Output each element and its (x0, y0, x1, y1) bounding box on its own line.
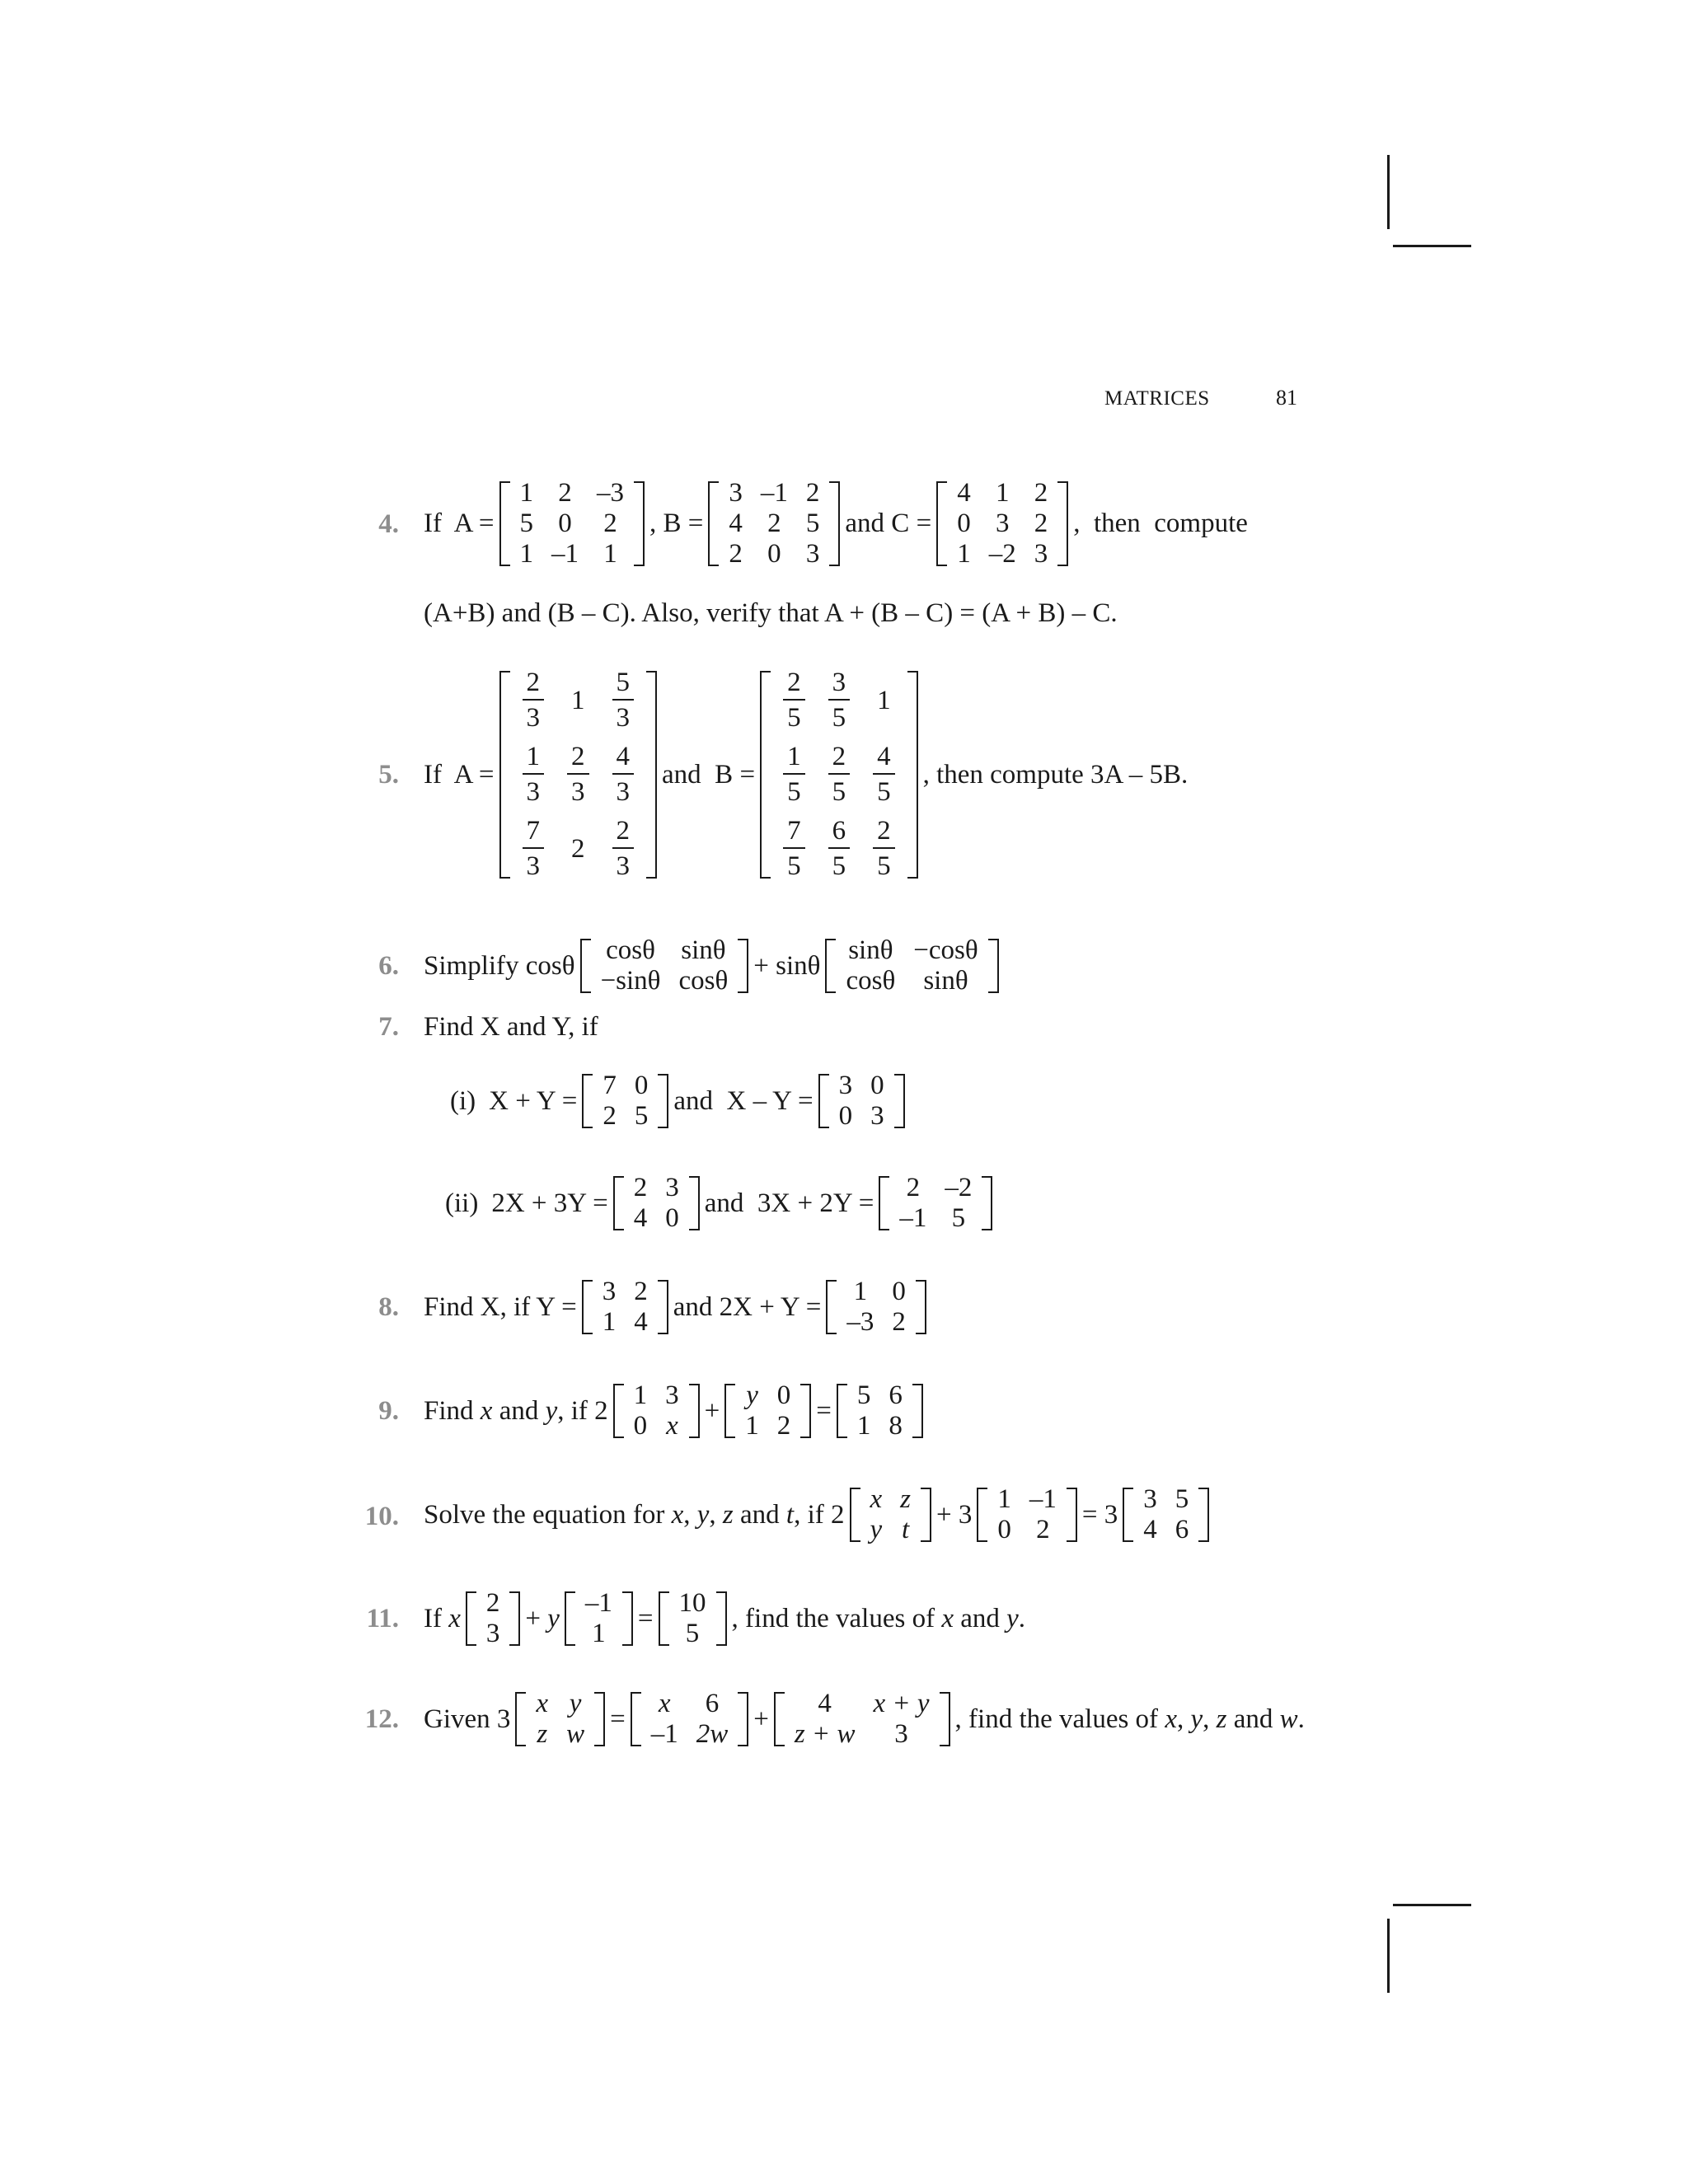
fraction (523, 818, 545, 880)
problem-10-statement (424, 1472, 1214, 1558)
matrix-cell: 3 (665, 1380, 679, 1410)
crop-mark-bottom-horizontal (1393, 1904, 1471, 1906)
matrix-cell: 2 (1034, 508, 1048, 538)
matrix-cell: 5 (519, 508, 534, 538)
matrix (879, 1174, 992, 1232)
matrix-cell: y (569, 1689, 582, 1718)
var-y: y (545, 1395, 558, 1426)
matrix-cell: t (901, 1515, 910, 1544)
fraction (612, 669, 635, 732)
text: , if 2 (557, 1395, 608, 1426)
crop-mark-top-vertical (1387, 155, 1390, 229)
matrix-cell: 2 (892, 1307, 906, 1337)
problem-number: 6. (378, 951, 399, 981)
problem-number: 5. (378, 760, 399, 790)
matrix-cell: 4 (957, 477, 971, 508)
fraction (523, 743, 545, 806)
matrix-cell: 1 (519, 538, 534, 569)
matrix-cell: 3 (1143, 1484, 1157, 1514)
text: If (424, 1603, 449, 1633)
fraction-numerator: 1 (783, 743, 805, 775)
matrix-cell: y (870, 1515, 883, 1544)
problem-number: 12. (364, 1704, 399, 1734)
text: and X – Y = (673, 1085, 814, 1116)
matrix-cell: 5 (805, 508, 820, 538)
fraction-numerator: 7 (783, 818, 805, 849)
matrix (631, 1690, 749, 1748)
text: , then compute 3A – 5B. (922, 759, 1189, 790)
problem-8-statement (424, 1266, 931, 1348)
matrix (582, 1072, 668, 1130)
matrix-cell (771, 669, 817, 732)
matrix-A (499, 477, 645, 569)
matrix-A (499, 669, 658, 880)
matrix-cell: w (566, 1719, 585, 1749)
matrix-cell: −sinθ (600, 966, 661, 996)
matrix-cell: z (900, 1484, 911, 1514)
matrix-B (760, 669, 918, 880)
matrix (826, 1278, 926, 1336)
text: , (683, 1499, 697, 1530)
fraction (783, 818, 805, 880)
matrix (613, 1174, 700, 1232)
matrix-cell: z + w (794, 1719, 856, 1749)
matrix-cell: –1 (551, 538, 579, 569)
matrix-cell: –2 (945, 1173, 973, 1202)
fraction (828, 818, 851, 880)
text: , then compute (1073, 508, 1248, 538)
problem-number: 9. (378, 1396, 399, 1426)
fraction (612, 818, 635, 880)
problem-5-statement (424, 659, 1188, 890)
text: If A = (424, 759, 495, 790)
plus-sign: + (525, 1603, 548, 1633)
matrix-cell: 6 (889, 1380, 903, 1410)
matrix-cell: 3 (838, 1071, 853, 1100)
fraction-denominator: 3 (616, 851, 631, 881)
text: . (1018, 1603, 1026, 1633)
matrix-cell (771, 818, 817, 880)
matrix-cell: y (746, 1380, 758, 1410)
fraction-denominator: 5 (832, 703, 846, 733)
matrix-cell: 2w (696, 1719, 729, 1749)
text: Simplify cosθ (424, 950, 575, 981)
matrix-cell: 4 (633, 1203, 648, 1233)
fraction-numerator: 2 (828, 743, 851, 775)
fraction (873, 818, 895, 880)
matrix (850, 1486, 932, 1544)
var-y: y (1190, 1704, 1203, 1734)
var-y: y (696, 1499, 710, 1530)
matrix-cell: –1 (899, 1203, 927, 1233)
matrix-cell: 3 (870, 1101, 884, 1131)
var-y: y (1006, 1603, 1019, 1633)
matrix-cell: x (870, 1484, 883, 1514)
problem-4-line2 (424, 600, 1118, 627)
matrix-cell: 0 (767, 538, 781, 569)
matrix-cell: 3 (602, 1277, 617, 1306)
matrix-cell (511, 743, 556, 806)
matrix-cell (601, 669, 646, 732)
matrix (825, 937, 998, 995)
matrix (774, 1690, 950, 1748)
fraction (873, 743, 895, 806)
matrix-cell: z (537, 1719, 548, 1749)
matrix (580, 937, 749, 995)
matrix-cell: 5 (951, 1203, 966, 1233)
text: and (492, 1395, 546, 1426)
matrix-cell: 3 (1034, 538, 1048, 569)
matrix (466, 1590, 521, 1647)
matrix-cell: 0 (957, 508, 971, 538)
fraction-numerator: 3 (828, 669, 851, 701)
matrix-cell: 1 (571, 685, 585, 715)
text: and B = (662, 759, 756, 790)
matrix-cell (861, 818, 907, 880)
matrix-cell: 2 (571, 833, 585, 864)
matrix-cell: 0 (997, 1515, 1011, 1544)
matrix (582, 1278, 668, 1336)
page-number: 81 (1276, 386, 1297, 410)
var-w: w (1279, 1704, 1298, 1734)
text: and (953, 1603, 1007, 1633)
fraction-numerator: 5 (612, 669, 635, 701)
matrix-cell: 0 (633, 1411, 648, 1441)
matrix-cell: –1 (584, 1588, 612, 1618)
matrix-cell (511, 818, 556, 880)
problem-number: 4. (378, 509, 399, 539)
var-z: z (1216, 1704, 1227, 1734)
part-label: (ii) (445, 1188, 479, 1218)
problem-number: 7. (378, 1012, 399, 1042)
matrix-cell: 2 (485, 1588, 500, 1618)
matrix-cell: x (666, 1411, 678, 1441)
fraction-numerator: 2 (783, 669, 805, 701)
equals-sign: = (816, 1395, 832, 1426)
problem-12-statement (424, 1676, 1305, 1762)
fraction-denominator: 5 (877, 851, 891, 881)
var-z: z (722, 1499, 734, 1530)
matrix (613, 1382, 700, 1440)
matrix-cell (511, 669, 556, 732)
fraction-denominator: 5 (832, 777, 846, 807)
equals-sign: = (610, 1704, 626, 1734)
matrix-cell: 0 (838, 1101, 853, 1131)
fraction-denominator: 5 (787, 777, 801, 807)
fraction (567, 743, 589, 806)
fraction-numerator: 7 (523, 818, 545, 849)
matrix-cell: –1 (760, 477, 788, 508)
matrix-cell: cosθ (846, 966, 896, 996)
matrix-cell: –1 (1029, 1484, 1057, 1514)
matrix-cell: x + y (873, 1689, 930, 1718)
matrix-cell: 8 (889, 1411, 903, 1441)
matrix-cell: 2 (767, 508, 781, 538)
text: and 3X + 2Y = (704, 1188, 874, 1218)
text: (A+B) and (B – C). Also, verify that A + (B – C) = (A + B) – C. (424, 598, 1118, 628)
fraction (783, 669, 805, 732)
matrix-cell: 5 (634, 1101, 649, 1131)
matrix-cell: 2 (633, 1173, 648, 1202)
var-y: y (547, 1603, 560, 1633)
matrix-cell: sinθ (923, 966, 968, 996)
matrix (724, 1382, 811, 1440)
matrix-cell: 10 (678, 1588, 706, 1618)
matrix-cell (817, 743, 862, 806)
text: Find X and Y, if (424, 1012, 598, 1042)
matrix-cell: 4 (634, 1307, 648, 1337)
text: If A = (424, 508, 495, 538)
matrix (515, 1690, 605, 1748)
fraction-denominator: 3 (571, 777, 585, 807)
problem-7-part-i (450, 1060, 910, 1142)
matrix-cell (817, 669, 862, 732)
text: 2X + 3Y = (491, 1188, 608, 1218)
fraction-numerator: 2 (523, 669, 545, 701)
matrix-cell: 3 (665, 1173, 679, 1202)
fraction-denominator: 5 (877, 777, 891, 807)
matrix-cell: 2 (805, 477, 820, 508)
text: , (709, 1499, 723, 1530)
problem-6-statement (424, 923, 1004, 1009)
matrix-cell: 1 (592, 1619, 606, 1648)
fraction-numerator: 2 (612, 818, 635, 849)
matrix-cell: 1 (877, 685, 891, 715)
running-head: MATRICES (1104, 387, 1210, 410)
problem-number: 8. (378, 1292, 399, 1322)
matrix-cell: 3 (995, 508, 1010, 538)
matrix-cell: 0 (776, 1380, 791, 1410)
matrix-cell: 1 (745, 1411, 759, 1441)
plus-sign: + (704, 1395, 720, 1426)
matrix-cell: 1 (856, 1411, 871, 1441)
matrix-cell: x (658, 1689, 671, 1718)
fraction (523, 669, 545, 732)
text: Solve the equation for (424, 1499, 672, 1530)
crop-mark-bottom-vertical (1387, 1919, 1390, 1993)
equals-sign: = (637, 1603, 654, 1633)
fraction-denominator: 3 (526, 851, 541, 881)
matrix-cell: 0 (665, 1203, 679, 1233)
matrix-B (708, 477, 840, 569)
matrix-C (936, 477, 1068, 569)
matrix-cell: 5 (856, 1380, 871, 1410)
text: and (733, 1499, 786, 1530)
var-x: x (1165, 1704, 1177, 1734)
matrix-cell: 4 (1143, 1515, 1157, 1544)
matrix-cell: 1 (853, 1277, 868, 1306)
matrix-cell: 2 (906, 1173, 921, 1202)
matrix-cell: 2 (603, 508, 617, 538)
matrix-cell: –3 (846, 1307, 874, 1337)
matrix-cell: 0 (634, 1071, 649, 1100)
problem-7-statement (424, 1014, 598, 1041)
fraction (828, 743, 851, 806)
matrix-cell: 6 (705, 1689, 720, 1718)
matrix-cell: 2 (776, 1411, 791, 1441)
text: and (1226, 1704, 1280, 1734)
matrix-cell: 5 (1175, 1484, 1189, 1514)
var-x: x (480, 1395, 493, 1426)
matrix-cell: 2 (558, 477, 572, 508)
matrix-cell: 2 (634, 1277, 648, 1306)
fraction-numerator: 4 (873, 743, 895, 775)
matrix-cell: 2 (1036, 1515, 1050, 1544)
fraction-numerator: 6 (828, 818, 851, 849)
problem-7-part-ii (445, 1162, 997, 1244)
matrix (1123, 1486, 1209, 1544)
fraction-denominator: 3 (616, 703, 631, 733)
matrix-cell (771, 743, 817, 806)
problem-number: 11. (366, 1604, 399, 1633)
matrix-cell: –3 (597, 477, 625, 508)
matrix-cell: 1 (997, 1484, 1011, 1514)
fraction-denominator: 3 (526, 703, 541, 733)
text: , (1176, 1704, 1191, 1734)
problem-4-statement (424, 462, 1248, 585)
matrix-cell: 6 (1175, 1515, 1189, 1544)
matrix-cell (861, 743, 907, 806)
matrix-cell: 1 (603, 538, 617, 569)
text: , (1203, 1704, 1217, 1734)
text: Given 3 (424, 1704, 511, 1734)
problem-9-statement (424, 1370, 928, 1452)
fraction (612, 743, 635, 806)
matrix-cell (556, 743, 601, 806)
fraction-numerator: 2 (567, 743, 589, 775)
plus-sign: + 3 (936, 1499, 973, 1530)
matrix-cell: sinθ (681, 935, 726, 965)
matrix-cell: 3 (805, 538, 820, 569)
matrix-cell: 2 (729, 538, 743, 569)
text: , find the values of (954, 1704, 1165, 1734)
text: , B = (649, 508, 704, 538)
matrix-cell: –2 (988, 538, 1016, 569)
part-label: (i) (450, 1085, 476, 1116)
matrix-cell: 1 (957, 538, 971, 569)
matrix-cell: 3 (894, 1719, 908, 1749)
matrix-cell (817, 818, 862, 880)
matrix-cell: 3 (729, 477, 743, 508)
text: Find X, if Y = (424, 1291, 577, 1322)
matrix-cell: −cosθ (913, 935, 978, 965)
matrix-cell: sinθ (848, 935, 893, 965)
plus-sign: + (753, 1704, 769, 1734)
matrix-cell: 5 (685, 1619, 700, 1648)
text: . (1297, 1704, 1305, 1734)
matrix (837, 1382, 923, 1440)
fraction-denominator: 3 (616, 777, 631, 807)
fraction (783, 743, 805, 806)
matrix-cell (601, 743, 646, 806)
var-x: x (671, 1499, 684, 1530)
problem-number: 10. (364, 1502, 399, 1531)
text: , find the values of (731, 1603, 942, 1633)
fraction-numerator: 1 (523, 743, 545, 775)
matrix-cell: –1 (650, 1719, 678, 1749)
matrix-cell: 1 (602, 1307, 617, 1337)
fraction-numerator: 2 (873, 818, 895, 849)
fraction (828, 669, 851, 732)
matrix-cell: 0 (870, 1071, 884, 1100)
text: + sinθ (753, 950, 821, 981)
matrix-cell: 7 (603, 1071, 617, 1100)
var-x: x (941, 1603, 954, 1633)
matrix (565, 1590, 633, 1647)
matrix-cell (601, 818, 646, 880)
fraction-denominator: 5 (787, 703, 801, 733)
matrix-cell: 1 (995, 477, 1010, 508)
matrix (818, 1072, 905, 1130)
matrix-cell: 0 (558, 508, 572, 538)
matrix-cell: 4 (729, 508, 743, 538)
matrix-cell: cosθ (678, 966, 729, 996)
fraction-denominator: 5 (832, 851, 846, 881)
matrix-cell: cosθ (606, 935, 655, 965)
matrix-cell: 2 (1034, 477, 1048, 508)
matrix (659, 1590, 727, 1647)
matrix-cell: x (536, 1689, 549, 1718)
matrix-cell: 1 (633, 1380, 648, 1410)
crop-mark-top-horizontal (1393, 245, 1471, 247)
text: Find (424, 1395, 481, 1426)
text: X + Y = (489, 1085, 578, 1116)
equals-sign: = 3 (1081, 1499, 1118, 1530)
var-x: x (448, 1603, 461, 1633)
problem-11-statement (424, 1576, 1025, 1661)
text: and 2X + Y = (673, 1291, 822, 1322)
matrix-cell: 0 (892, 1277, 906, 1306)
matrix-cell: 3 (485, 1619, 500, 1648)
text: , if 2 (794, 1499, 845, 1530)
fraction-denominator: 3 (526, 777, 541, 807)
fraction-numerator: 4 (612, 743, 635, 775)
var-t: t (785, 1499, 795, 1530)
matrix-cell: 4 (818, 1689, 832, 1718)
matrix (977, 1486, 1077, 1544)
text: and C = (845, 508, 932, 538)
matrix-cell: 2 (603, 1101, 617, 1131)
fraction-denominator: 5 (787, 851, 801, 881)
matrix-cell: 1 (519, 477, 534, 508)
